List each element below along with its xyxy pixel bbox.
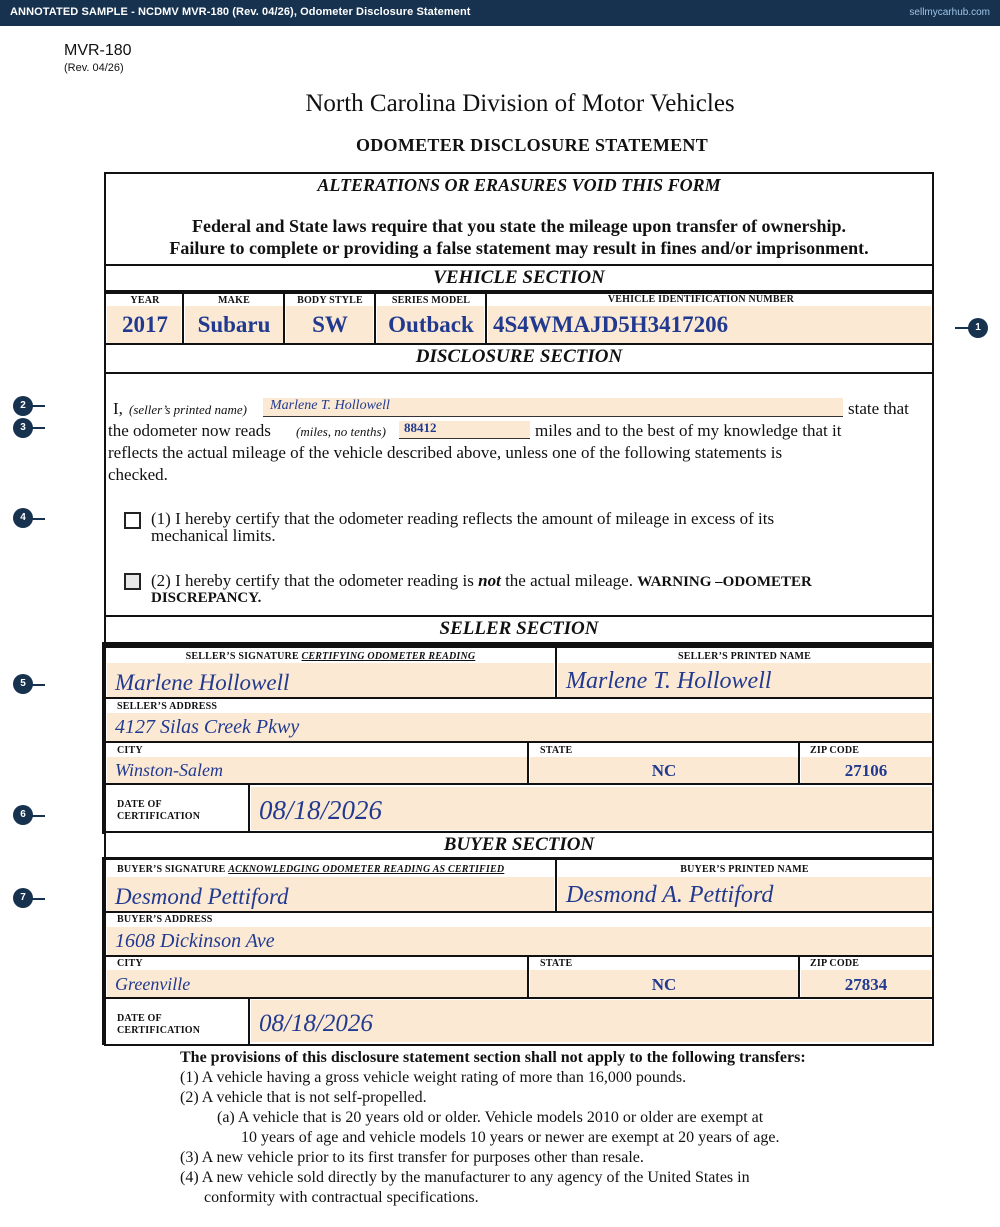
callout-marker-2: 2 — [13, 396, 33, 416]
vin-value: 4S4WMAJD5H3417206 — [493, 312, 729, 337]
buyer-printed-name-label: BUYER’S PRINTED NAME — [680, 864, 809, 875]
seller-state-value: NC — [651, 761, 677, 780]
seller-date-value: 08/18/2026 — [259, 795, 383, 825]
exemption-1: (1) A vehicle having a gross vehicle weight rating of more than 16,000 pounds. — [180, 1069, 687, 1086]
divider — [104, 857, 934, 860]
callout-marker-7: 7 — [13, 888, 33, 908]
divider — [104, 955, 934, 957]
seller-address-label: SELLER’S ADDRESS — [117, 701, 218, 712]
vin-label: VEHICLE IDENTIFICATION NUMBER — [607, 294, 795, 305]
exemptions-heading: The provisions of this disclosure statement section shall not apply to the following transfers: — [180, 1049, 806, 1066]
callout-marker-5: 5 — [13, 674, 33, 694]
not-actual-mileage-checkbox[interactable] — [124, 573, 141, 590]
seller-signature-value: Marlene Hollowell — [115, 670, 290, 695]
callout-marker-4: 4 — [13, 508, 33, 528]
option2-warning-cont: DISCREPANCY. — [151, 590, 262, 606]
buyer-date-label: DATE OF CERTIFICATION — [117, 1013, 201, 1036]
exemption-2: (2) A vehicle that is not self-propelled. — [180, 1089, 427, 1106]
buyer-city-value: Greenville — [115, 974, 191, 994]
seller-zip-label: ZIP CODE — [810, 745, 860, 756]
divider — [104, 615, 934, 617]
option2-suffix: the actual mileage. — [505, 571, 633, 590]
series-model-value: Outback — [388, 312, 474, 337]
year-label: YEAR — [130, 295, 160, 306]
series-model-label: SERIES MODEL — [391, 295, 471, 306]
divider — [104, 911, 934, 913]
seller-city-value: Winston-Salem — [115, 760, 223, 780]
disclosure-line4: checked. — [108, 465, 168, 484]
divider — [527, 743, 529, 784]
buyer-date-value: 08/18/2026 — [259, 1010, 373, 1037]
year-value: 2017 — [122, 312, 168, 337]
agency-name: North Carolina Division of Motor Vehicles — [305, 90, 735, 117]
seller-city-label: CITY — [117, 745, 143, 756]
callout-marker-1: 1 — [968, 318, 988, 338]
divider — [374, 294, 376, 344]
seller-address-value: 4127 Silas Creek Pkwy — [115, 716, 300, 738]
divider — [283, 294, 285, 344]
mechanical-limits-checkbox[interactable] — [124, 512, 141, 529]
buyer-state-label: STATE — [540, 958, 573, 969]
divider — [104, 264, 934, 266]
miles-suffix: miles and to the best of my knowledge that it — [535, 421, 842, 440]
exemption-2a: (a) A vehicle that is 20 years old or older. Vehicle models 2010 or older are exempt at — [217, 1109, 764, 1126]
divider — [555, 860, 557, 912]
odometer-prefix: the odometer now reads — [108, 421, 271, 440]
form-number: MVR-180 — [64, 42, 132, 59]
divider — [527, 957, 529, 998]
option1-line1: (1) I hereby certify that the odometer reading reflects the amount of mileage in excess of its — [151, 509, 775, 528]
callout-marker-3: 3 — [13, 418, 33, 438]
divider — [555, 648, 557, 698]
buyer-address-value: 1608 Dickinson Ave — [115, 930, 275, 952]
option2-prefix: (2) I hereby certify that the odometer reading is — [151, 571, 474, 590]
disclosure-line3: reflects the actual mileage of the vehicle described above, unless one of the following statements is — [108, 443, 783, 462]
divider — [104, 343, 934, 345]
form-revision: (Rev. 04/26) — [64, 62, 124, 74]
buyer-zip-value: 27834 — [844, 975, 888, 994]
vehicle-section-heading: VEHICLE SECTION — [433, 267, 605, 288]
divider — [104, 642, 934, 648]
form-number-block — [64, 42, 132, 74]
exemption-3: (3) A new vehicle prior to its first transfer for purposes other than resale. — [180, 1149, 644, 1166]
buyer-printed-name-value: Desmond A. Pettiford — [566, 882, 774, 908]
divider — [798, 743, 800, 784]
divider — [104, 697, 934, 699]
option2-not: not — [478, 571, 501, 590]
buyer-signature-label: BUYER’S SIGNATURE ACKNOWLEDGING ODOMETER READING AS CERTIFIED — [117, 864, 505, 875]
divider — [104, 831, 934, 833]
buyer-section-heading: BUYER SECTION — [443, 834, 595, 855]
divider — [248, 999, 250, 1044]
seller-section-heading: SELLER SECTION — [439, 618, 599, 639]
odometer-miles-value: 88412 — [404, 420, 437, 435]
exemption-4: (4) A new vehicle sold directly by the manufacturer to any agency of the United States in — [180, 1169, 750, 1186]
law-notice-line2: Failure to complete or providing a false statement may result in fines and/or imprisonment. — [169, 238, 869, 258]
callout-marker-6: 6 — [13, 805, 33, 825]
exemption-2a-cont: 10 years of age and vehicle models 10 years or newer are exempt at 20 years of age. — [241, 1129, 780, 1146]
callout-leader — [955, 327, 969, 329]
exemptions-note — [180, 1048, 806, 1208]
buyer-state-value: NC — [651, 975, 677, 994]
make-value: Subaru — [197, 312, 271, 337]
law-notice-line1: Federal and State laws require that you state the mileage upon transfer of ownership. — [192, 216, 846, 236]
option1-line2: mechanical limits. — [151, 526, 276, 545]
divider — [248, 785, 250, 832]
divider — [104, 741, 934, 743]
buyer-zip-label: ZIP CODE — [810, 958, 860, 969]
disclosure-i: I, — [113, 399, 123, 418]
disclosure-section-heading: DISCLOSURE SECTION — [415, 346, 623, 367]
divider — [798, 957, 800, 998]
seller-printed-name-value: Marlene T. Hollowell — [566, 668, 772, 694]
body-style-value: SW — [312, 312, 348, 337]
seller-state-label: STATE — [540, 745, 573, 756]
divider — [104, 372, 934, 374]
option2-warning: WARNING –ODOMETER — [637, 574, 812, 590]
banner-site-link[interactable]: sellmycarhub.com — [909, 7, 990, 18]
seller-zip-value: 27106 — [844, 761, 888, 780]
buyer-city-label: CITY — [117, 958, 143, 969]
annotation-banner — [0, 0, 1000, 26]
exemption-4-cont: conformity with contractual specifications. — [204, 1189, 479, 1206]
miles-label: (miles, no tenths) — [296, 424, 386, 439]
buyer-address-label: BUYER’S ADDRESS — [117, 914, 213, 925]
divider — [485, 294, 487, 344]
alterations-warning: ALTERATIONS OR ERASURES VOID THIS FORM — [317, 175, 721, 195]
seller-printed-name-label: SELLER’S PRINTED NAME — [677, 651, 812, 662]
divider — [104, 783, 934, 785]
state-that-text: state that — [848, 399, 909, 418]
divider — [102, 857, 105, 1045]
seller-name-label: (seller’s printed name) — [129, 402, 247, 417]
seller-name-value: Marlene T. Hollowell — [270, 398, 390, 413]
divider — [104, 997, 934, 999]
buyer-signature-value: Desmond Pettiford — [115, 884, 289, 909]
make-label: MAKE — [218, 295, 250, 306]
seller-signature-label: SELLER’S SIGNATURE CERTIFYING ODOMETER READING — [185, 651, 476, 662]
seller-date-label: DATE OF CERTIFICATION — [117, 799, 201, 822]
banner-title: ANNOTATED SAMPLE - NCDMV MVR-180 (Rev. 04/26), Odometer Disclosure Statement — [10, 6, 471, 18]
divider — [102, 642, 105, 834]
document-title: ODOMETER DISCLOSURE STATEMENT — [355, 135, 709, 155]
body-style-label: BODY STYLE — [297, 295, 363, 306]
